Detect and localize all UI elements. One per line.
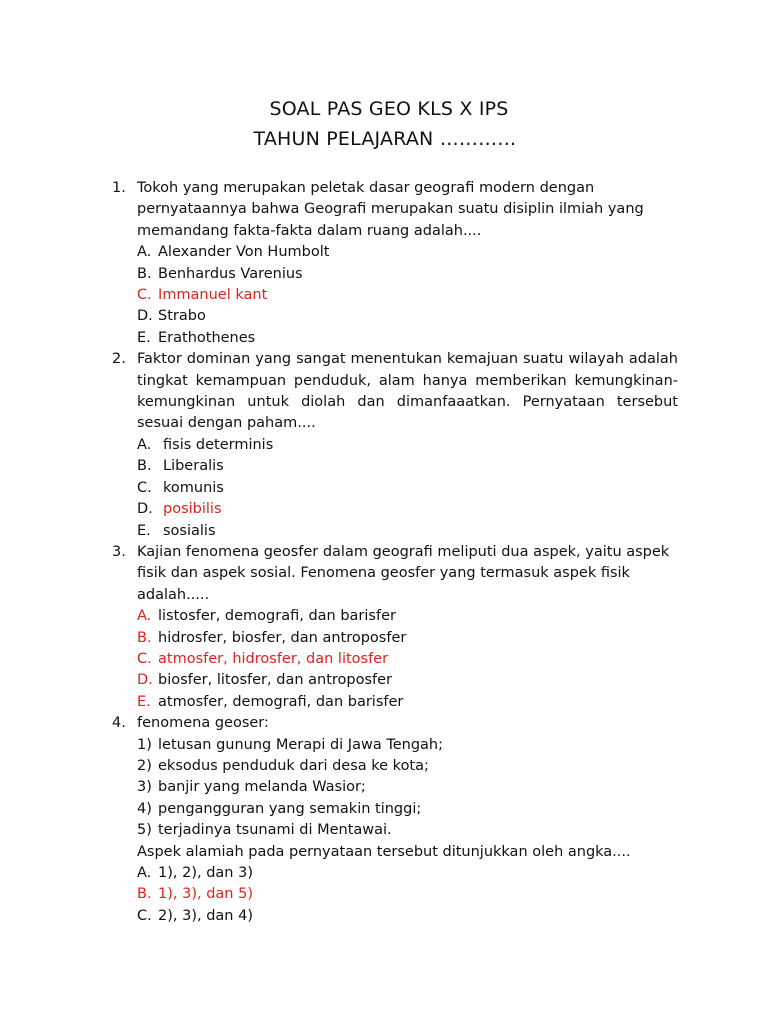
question-stem: Kajian fenomena geosfer dalam geografi meliputi dua aspek, yaitu aspek fisik dan aspek sosial. Fenomena geosfer yang termasuk aspek fisik adalah..... <box>137 543 670 603</box>
document-header <box>0 94 768 154</box>
question-2 <box>112 349 678 542</box>
option-text: 1), 2), dan 3) <box>158 865 253 881</box>
option-label: B. <box>137 458 152 475</box>
option-c <box>137 478 678 499</box>
option-text: Erathothenes <box>158 329 256 346</box>
statement-text: banjir yang melanda Wasior; <box>158 779 366 796</box>
option-text: Immanuel kant <box>158 287 268 304</box>
statement-3 <box>137 777 678 798</box>
header-subtitle: TAHUN PELAJARAN ………… <box>253 128 517 150</box>
statement-1 <box>137 735 678 756</box>
option-label: A. <box>137 436 152 453</box>
option-text: komunis <box>163 479 224 496</box>
option-label: B. <box>137 629 152 646</box>
option-b <box>137 264 678 285</box>
option-text: 2), 3), dan 4) <box>158 907 253 924</box>
option-label: C. <box>137 479 152 496</box>
option-text: Strabo <box>158 308 206 325</box>
question-number: 2. <box>112 351 126 368</box>
option-label: D. <box>137 672 153 689</box>
option-label: C. <box>137 907 152 924</box>
option-text: listosfer, demografi, dan barisfer <box>158 608 396 625</box>
option-label: C. <box>137 650 152 667</box>
option-label: A. <box>137 244 152 261</box>
option-label: B. <box>137 265 152 282</box>
option-text: hidrosfer, biosfer, dan antroposfer <box>158 629 407 646</box>
option-label: B. <box>137 886 152 903</box>
option-b-correct <box>137 884 678 905</box>
option-a <box>137 242 678 263</box>
option-list <box>137 435 678 542</box>
question-number: 3. <box>112 543 126 560</box>
option-c-correct <box>137 285 678 306</box>
question-number: 1. <box>112 180 126 196</box>
option-d <box>137 306 678 327</box>
statement-label: 5) <box>137 822 152 839</box>
statement-label: 4) <box>137 800 152 817</box>
question-3 <box>112 542 678 713</box>
statement-text: pengangguran yang semakin tinggi; <box>158 800 422 817</box>
question-4 <box>112 713 678 927</box>
option-text: atmosfer, demografi, dan barisfer <box>158 693 404 710</box>
question-intro: fenomena geoser: <box>137 715 269 732</box>
option-a <box>137 606 678 627</box>
option-text: sosialis <box>163 522 216 539</box>
question-stem: Faktor dominan yang sangat menentukan kemajuan suatu wilayah adalah tingkat kemampuan penduduk, alam hanya memberikan kemungkinan-kemungkinan untuk diolah dan dimanfaaatkan. Pernyataan tersebut sesuai dengan paham.... <box>137 351 678 432</box>
question-list <box>112 178 678 927</box>
statement-text: eksodus penduduk dari desa ke kota; <box>158 757 429 774</box>
option-c <box>137 906 678 927</box>
option-e <box>137 521 678 542</box>
option-label: E. <box>137 522 151 539</box>
option-label: D. <box>137 501 153 518</box>
question-number: 4. <box>112 715 126 732</box>
statement-text: terjadinya tsunami di Mentawai. <box>158 822 392 839</box>
option-text: Liberalis <box>163 458 224 475</box>
header-title: SOAL PAS GEO KLS X IPS <box>269 98 509 120</box>
option-d-correct <box>137 499 678 520</box>
statement-4 <box>137 799 678 820</box>
statement-label: 3) <box>137 779 152 796</box>
statement-label: 1) <box>137 736 152 753</box>
option-label: E. <box>137 693 151 710</box>
statement-text: letusan gunung Merapi di Jawa Tengah; <box>158 736 443 753</box>
option-label: C. <box>137 287 152 304</box>
option-text: atmosfer, hidrosfer, dan litosfer <box>158 650 389 667</box>
statement-label: 2) <box>137 757 152 774</box>
option-label: A. <box>137 608 152 625</box>
option-b <box>137 456 678 477</box>
option-text: biosfer, litosfer, dan antroposfer <box>158 672 393 689</box>
option-b <box>137 628 678 649</box>
option-e <box>137 328 678 349</box>
question-stem: Tokoh yang merupakan peletak dasar geografi modern dengan pernyataannya bahwa Geografi merupakan suatu disiplin ilmiah yang memandang fakta-fakta dalam ruang adalah.... <box>137 180 644 239</box>
option-a <box>137 863 678 884</box>
option-e <box>137 692 678 713</box>
option-text: Alexander Von Humbolt <box>158 244 330 261</box>
option-text: 1), 3), dan 5) <box>158 886 253 903</box>
option-c-correct <box>137 649 678 670</box>
option-text: posibilis <box>163 501 222 518</box>
option-label: A. <box>137 865 152 881</box>
question-1 <box>112 178 678 349</box>
statement-2 <box>137 756 678 777</box>
option-label: D. <box>137 308 153 325</box>
question-prompt: Aspek alamiah pada pernyataan tersebut ditunjukkan oleh angka.... <box>137 843 631 860</box>
option-text: fisis determinis <box>163 436 274 453</box>
statement-5 <box>137 820 678 841</box>
option-label: E. <box>137 329 151 346</box>
option-text: Benhardus Varenius <box>158 265 303 282</box>
option-a <box>137 435 678 456</box>
option-d <box>137 670 678 691</box>
